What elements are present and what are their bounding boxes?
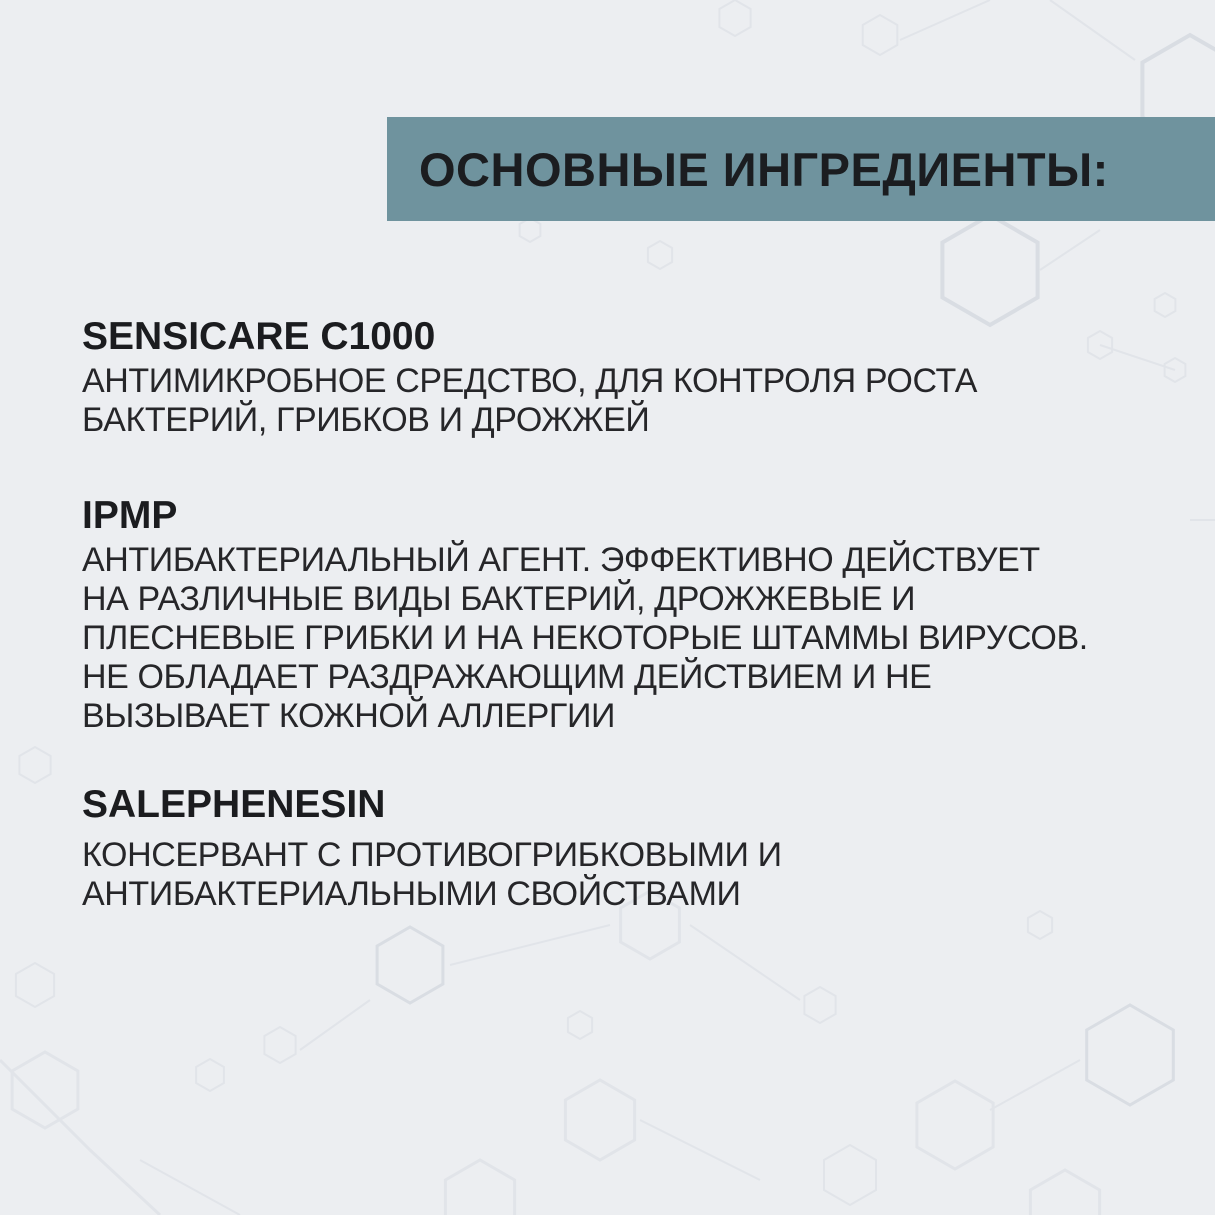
hexagon-shape [445, 1160, 514, 1215]
hexagon-shape [520, 218, 541, 242]
bond-line [1050, 0, 1135, 60]
hexagon-shape [863, 15, 898, 55]
hexagon-shape [1155, 293, 1176, 317]
bond-line [90, 1150, 160, 1215]
ingredient-item [82, 491, 1088, 736]
hexagon-shape [824, 1145, 876, 1205]
hexagon-shape [1028, 911, 1052, 939]
hexagon-shape [1030, 1170, 1099, 1215]
hexagon-shape [264, 1027, 295, 1063]
bond-line [900, 0, 990, 40]
hexagon-shape [917, 1081, 993, 1169]
bond-line [140, 1160, 240, 1215]
bond-line [300, 1000, 370, 1050]
hexagon-shape [565, 1080, 634, 1160]
hexagon-shape [1087, 1005, 1174, 1105]
bond-line [990, 1060, 1080, 1110]
bond-line [450, 925, 610, 965]
hexagon-shape [568, 1011, 592, 1039]
hexagon-shape [196, 1059, 224, 1091]
ingredient-item [82, 312, 977, 440]
hexagon-shape [16, 963, 54, 1007]
hexagon-shape [377, 927, 443, 1003]
hexagon-shape [19, 747, 50, 783]
ingredient-description: КОНСЕРВАНТ С ПРОТИВОГРИБКОВЫМИ И АНТИБАКТЕРИАЛЬНЫМИ СВОЙСТВАМИ [82, 836, 782, 913]
hexagon-shape [12, 1052, 78, 1128]
hexagon-shape [719, 0, 750, 36]
page-title: ОСНОВНЫЕ ИНГРЕДИЕНТЫ: [419, 142, 1109, 196]
ingredient-item [82, 780, 782, 914]
hexagon-shape [804, 987, 835, 1023]
hexagon-shape [648, 241, 672, 269]
bond-line [1040, 230, 1100, 270]
ingredient-description: АНТИМИКРОБНОЕ СРЕДСТВО, ДЛЯ КОНТРОЛЯ РОСТА БАКТЕРИЙ, ГРИБКОВ И ДРОЖЖЕЙ [82, 362, 977, 439]
title-banner [387, 117, 1215, 221]
ingredient-description: АНТИБАКТЕРИАЛЬНЫЙ АГЕНТ. ЭФФЕКТИВНО ДЕЙСТВУЕТ НА РАЗЛИЧНЫЕ ВИДЫ БАКТЕРИЙ, ДРОЖЖЕВЫЕ И ПЛЕСНЕВЫЕ ГРИБКИ И НА НЕКОТОРЫЕ ШТАММЫ ВИРУСОВ. НЕ ОБЛАДАЕТ РАЗДРАЖАЮЩИМ ДЕЙСТВИЕМ И НЕ ВЫЗЫВАЕТ КОЖНОЙ АЛЛЕРГИИ [82, 541, 1088, 735]
ingredient-name: SALEPHENESIN [82, 783, 386, 826]
hexagon-shape [942, 215, 1037, 325]
bond-line [690, 925, 800, 1000]
ingredient-name: SENSICARE C1000 [82, 315, 436, 358]
bond-line [1100, 345, 1175, 370]
bond-line [640, 1120, 760, 1180]
ingredient-name: IPMP [82, 494, 178, 537]
